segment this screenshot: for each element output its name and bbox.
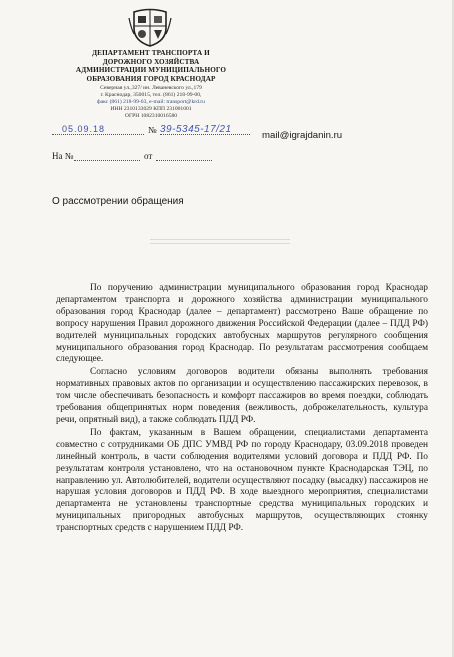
ogrn-line: ОГРН 1082310016580 <box>124 113 178 120</box>
stamp-date: 05.09.18 <box>62 124 106 134</box>
body-paragraph: По поручению администрации муниципального образования город Краснодар департаментом транспорта и дорожного хозяйства администрации муниципального образования город Краснодар (далее – департамент) рассмотрено Ваше обращение по вопросу нарушения Правил дорожного движения Российской Федерации (далее – ПДД РФ) водителей муниципальных городских автобусных маршрутов регулярного сообщения муниципального образования город Краснодар. По результатам рассмотрения сообщаем следующее. <box>56 283 428 365</box>
coat-of-arms-icon <box>128 8 172 48</box>
recipient-email: mail@igrajdanin.ru <box>262 130 343 141</box>
stamp-number: 39-5345-17/21 <box>160 124 232 135</box>
letter-body <box>56 283 428 535</box>
inn-line: ИНН 2310133029 КПП 231001001 <box>110 106 192 113</box>
fax-email-line: факс (861) 218-99-03, e-mail: transport@krd.ru <box>97 99 205 106</box>
date-underline <box>52 134 144 135</box>
address-line: Северная ул.,327/ ин. Леваневского ул.,179 <box>100 85 202 92</box>
org-name-line: ДОРОЖНОГО ХОЗЯЙСТВА <box>102 57 200 66</box>
scan-artifact <box>150 236 290 244</box>
reference-no-label: На № <box>52 151 74 161</box>
number-label: № <box>148 125 157 135</box>
body-paragraph: Согласно условиям договоров водители обязаны выполнять требования нормативных правовых актов по организации и осуществлению пассажирских перевозок, в том числе обеспечивать безопасность и комфорт пассажиров во время поездки, соблюдать требования общепринятых норм поведения (вежливость, доброжелательность, культура речи, опрятный вид), а также соблюдать ПДД РФ. <box>56 367 428 425</box>
reference-no-underline <box>74 160 140 161</box>
org-name-line: АДМИНИСТРАЦИИ МУНИЦИПАЛЬНОГО <box>75 66 227 75</box>
phone-line: г. Краснодар, 350015, тел. (861) 218-99-00, <box>100 92 202 99</box>
body-paragraph: По фактам, указанным в Вашем обращении, специалистами департамента совместно с сотрудниками ОБ ДПС УМВД РФ по городу Краснодару, 03.09.2018 проведен линейный контроль, в части соблюдения водителями условий договора и ПДД РФ. По результатам контроля установлено, что на остановочном пункте Краснодарская ТЭЦ, по направлению ул. Автолюбителей, водители осуществляют посадку (высадку) пассажиров не нарушая условия договоров и ПДД РФ. В ходе выездного мероприятия, специалистами департамента не установлены транспортные средства муниципальных городских и муниципальных пригородных автобусных маршрутов, осуществляющих стоянку транспортных средств с нарушением ПДД РФ. <box>56 427 428 534</box>
org-name-line: ОБРАЗОВАНИЯ ГОРОД КРАСНОДАР <box>86 74 216 83</box>
reference-from-label: от <box>144 151 153 161</box>
reference-from-underline <box>156 160 212 161</box>
reference-row <box>52 151 212 163</box>
letterhead <box>40 49 262 120</box>
org-name-line: ДЕПАРТАМЕНТ ТРАНСПОРТА И <box>92 49 210 57</box>
letter-subject: О рассмотрении обращения <box>52 196 184 207</box>
outgoing-stamp <box>52 124 252 138</box>
